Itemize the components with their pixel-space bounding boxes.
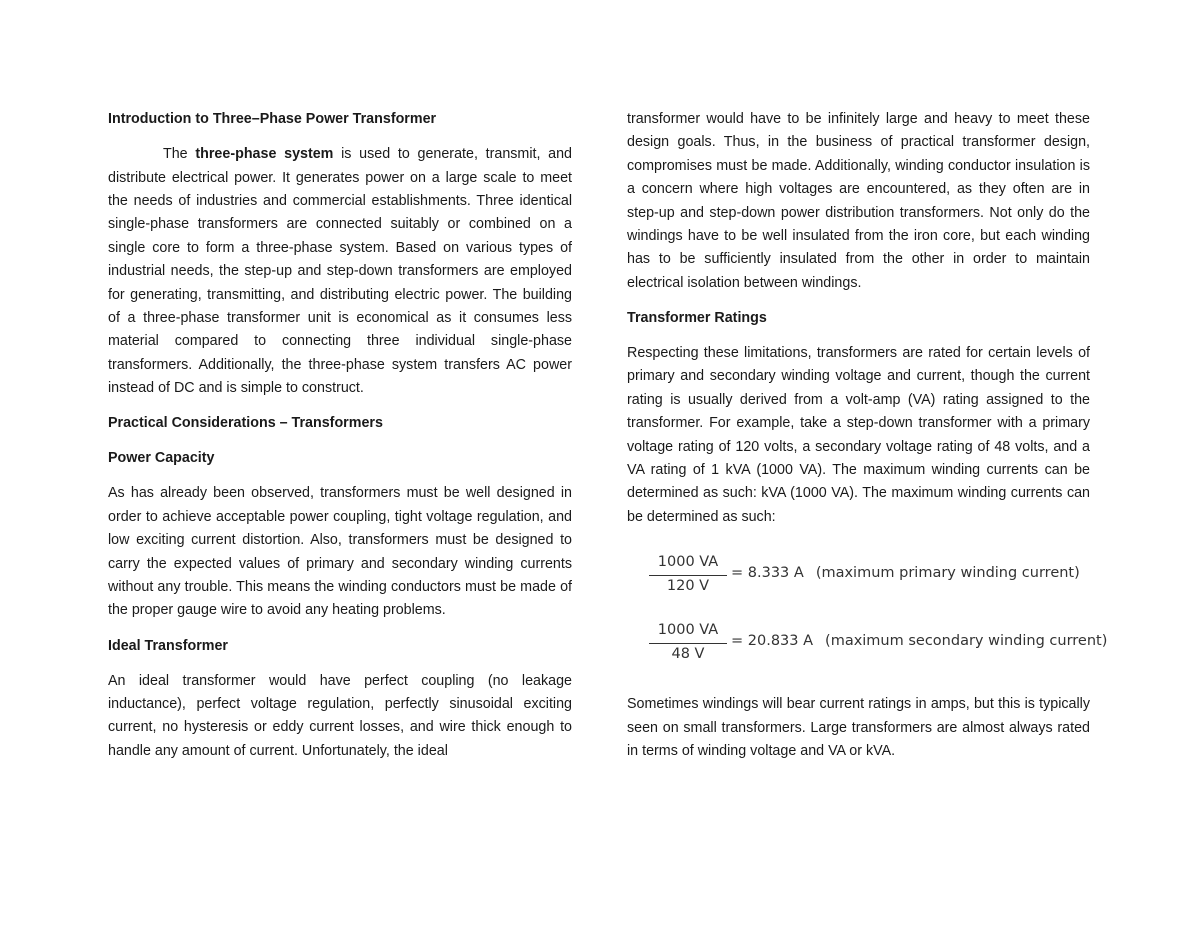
ratings-paragraph: Respecting these limitations, transformers are rated for certain levels of primary and secondary winding voltage and current, though the current rating is usually derived from a volt-amp (VA) rating assigned to the transformer. For example, take a step-down transformer with a primary voltage rating of 120 volts, a secondary voltage rating of 48 volts, and a VA rating of 1 kVA (1000 VA). The maximum winding currents can be determined as such: kVA (1000 VA). The maximum winding currents can be determined as such: — [627, 345, 1090, 525]
right-column — [627, 108, 1108, 764]
intro-paragraph — [108, 143, 572, 400]
intro-bold-term: three-phase system — [195, 146, 334, 163]
power-capacity-heading: Power Capacity — [108, 450, 215, 467]
closing-paragraph: Sometimes windings will bear current ratings in amps, but this is typically seen on small transformers. Large transformers are almost always rated in terms of winding voltage and VA or kVA. — [627, 696, 1090, 760]
eq2-numerator: 1000 VA — [657, 622, 719, 639]
continued-paragraph: transformer would have to be infinitely large and heavy to meet these design goals. Thus, in the business of practical transformer design, compromises must be made. Additionally, winding conductor insulation is a concern where high voltages are encountered, as they often are in step-up and step-down power distribution transformers. Not only do the windings have to be well insulated from the iron core, but each winding has to be sufficiently insulated from the other in order to maintain electrical isolation between windings. — [627, 111, 1090, 291]
eq1-note: (maximum primary winding current) — [815, 565, 1080, 582]
practical-considerations-heading: Practical Considerations – Transformers — [108, 415, 383, 432]
eq2-result: = 20.833 A — [731, 633, 814, 650]
secondary-current-equation — [649, 619, 1108, 667]
eq2-fraction-bar — [649, 643, 727, 644]
intro-text-pre: The — [163, 146, 196, 163]
intro-text-post: is used to generate, transmit, and distribute electrical power. It generates power on a large scale to meet the needs of industries and commercial establishments. Three identical single-phase transformers are connected suitably or combined on a single core to form a three-phase system. Based on various types of industrial needs, the step-up and step-down transformers are employed for generating, transmitting, and distributing electric power. The building of a three-phase transformer unit is economical as it consumes less material compared to connecting three individual single-phase transformers. Additionally, the three-phase system transfers AC power instead of DC and is simple to construct. — [108, 146, 573, 397]
page-title: Introduction to Three–Phase Power Transformer — [108, 111, 437, 127]
power-capacity-paragraph: As has already been observed, transformers must be well designed in order to achieve acceptable power coupling, tight voltage regulation, and low exciting current distortion. Also, transformers must be designed to carry the expected values of primary and secondary winding currents without any trouble. This means the winding conductors must be made of the proper gauge wire to avoid any heating problems. — [108, 485, 572, 619]
ideal-transformer-heading: Ideal Transformer — [108, 637, 228, 654]
transformer-ratings-heading: Transformer Ratings — [627, 309, 767, 326]
primary-current-equation — [649, 551, 1090, 599]
eq1-result: = 8.333 A — [731, 565, 804, 582]
eq1-numerator: 1000 VA — [657, 554, 719, 571]
left-column — [108, 108, 572, 763]
eq1-denominator: 120 V — [666, 578, 710, 595]
eq2-denominator: 48 V — [671, 646, 705, 663]
eq1-fraction-bar — [649, 575, 727, 576]
eq2-note: (maximum secondary winding current) — [825, 633, 1108, 650]
ideal-transformer-paragraph: An ideal transformer would have perfect coupling (no leakage inductance), perfect voltage regulation, perfectly sinusoidal exciting current, no hysteresis or eddy current losses, and wire thick enough to handle any amount of current. Unfortunately, the ideal — [108, 672, 572, 759]
